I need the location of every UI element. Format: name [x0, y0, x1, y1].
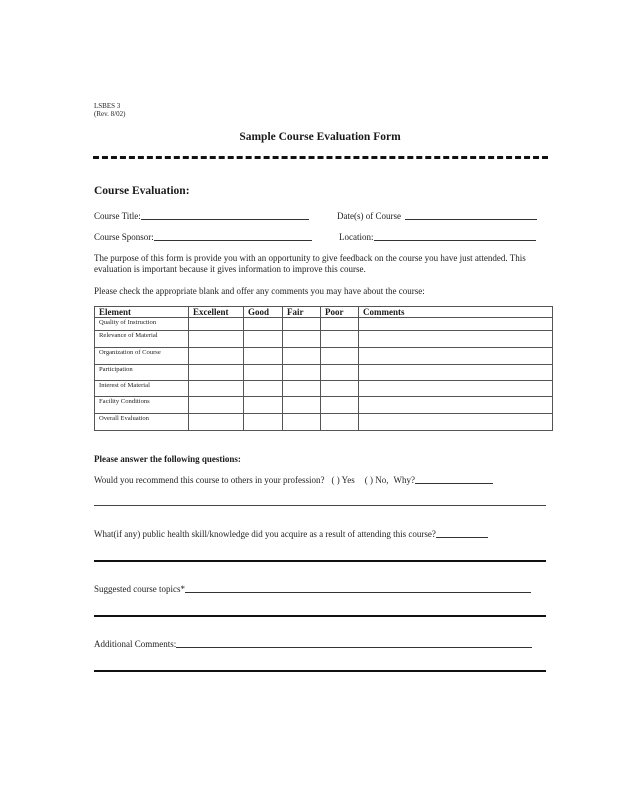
- element-label: Organization of Course: [95, 348, 189, 365]
- header-excellent: Excellent: [189, 307, 244, 318]
- table-row: [95, 414, 553, 431]
- dates-field[interactable]: [405, 219, 537, 220]
- element-label: Overall Evaluation: [95, 414, 189, 431]
- header-element: Element: [95, 307, 189, 318]
- question-additional-comments: [94, 639, 532, 650]
- table-row: [95, 348, 553, 365]
- comments-cell[interactable]: [359, 365, 553, 381]
- answer-line-recommend[interactable]: [94, 505, 546, 506]
- good-cell[interactable]: [244, 365, 283, 381]
- dates-row: [337, 211, 537, 222]
- comments-cell[interactable]: [359, 331, 553, 348]
- header-good: Good: [244, 307, 283, 318]
- section-heading-course-evaluation: Course Evaluation:: [94, 185, 190, 197]
- excellent-cell[interactable]: [189, 331, 244, 348]
- table-row: [95, 331, 553, 348]
- poor-cell[interactable]: [321, 397, 359, 414]
- comments-cell[interactable]: [359, 381, 553, 397]
- course-title-label: Course Title:: [94, 211, 141, 221]
- excellent-cell[interactable]: [189, 397, 244, 414]
- course-sponsor-label: Course Sponsor:: [94, 232, 154, 242]
- good-cell[interactable]: [244, 331, 283, 348]
- good-cell[interactable]: [244, 397, 283, 414]
- location-field[interactable]: [374, 240, 536, 241]
- element-label: Interest of Material: [95, 381, 189, 397]
- location-label: Location:: [339, 232, 374, 242]
- dates-label: Date(s) of Course: [337, 211, 401, 221]
- answer-line-suggested-topics[interactable]: [94, 615, 546, 617]
- header-comments: Comments: [359, 307, 553, 318]
- table-row: [95, 397, 553, 414]
- additional-comments-field[interactable]: [176, 647, 532, 648]
- excellent-cell[interactable]: [189, 348, 244, 365]
- fair-cell[interactable]: [283, 414, 321, 431]
- fair-cell[interactable]: [283, 365, 321, 381]
- excellent-cell[interactable]: [189, 318, 244, 331]
- answer-line-skill-knowledge[interactable]: [94, 560, 546, 562]
- form-code: LSBES 3: [94, 102, 121, 110]
- course-title-field[interactable]: [141, 219, 309, 220]
- fair-cell[interactable]: [283, 348, 321, 365]
- recommend-no-option[interactable]: ( ) No,: [364, 475, 389, 485]
- fair-cell[interactable]: [283, 381, 321, 397]
- table-row: [95, 381, 553, 397]
- poor-cell[interactable]: [321, 365, 359, 381]
- comments-cell[interactable]: [359, 397, 553, 414]
- element-label: Quality of Instruction: [95, 318, 189, 331]
- comments-cell[interactable]: [359, 318, 553, 331]
- poor-cell[interactable]: [321, 348, 359, 365]
- fair-cell[interactable]: [283, 331, 321, 348]
- table-row: [95, 318, 553, 331]
- questions-heading: Please answer the following questions:: [94, 454, 241, 464]
- question-suggested-topics-text: Suggested course topics*: [94, 584, 185, 594]
- course-title-row: [94, 211, 309, 222]
- suggested-topics-field[interactable]: [185, 592, 531, 593]
- good-cell[interactable]: [244, 348, 283, 365]
- question-recommend-text: Would you recommend this course to others in your profession?: [94, 475, 325, 485]
- comments-cell[interactable]: [359, 414, 553, 431]
- header-poor: Poor: [321, 307, 359, 318]
- why-field[interactable]: [415, 483, 493, 484]
- course-sponsor-row: [94, 232, 312, 243]
- element-label: Facility Conditions: [95, 397, 189, 414]
- dashed-divider: [93, 156, 548, 159]
- instruction-paragraph: Please check the appropriate blank and offer any comments you may have about the course:: [94, 286, 425, 296]
- comments-cell[interactable]: [359, 348, 553, 365]
- good-cell[interactable]: [244, 414, 283, 431]
- revision-date: (Rev. 8/02): [94, 110, 126, 118]
- good-cell[interactable]: [244, 381, 283, 397]
- why-label: Why?: [393, 475, 415, 485]
- purpose-paragraph: The purpose of this form is provide you with an opportunity to give feedback on the course you have just attended. This evaluation is important because it gives information to improve this course.: [94, 253, 526, 274]
- question-suggested-topics: [94, 584, 531, 595]
- page-title: Sample Course Evaluation Form: [239, 131, 401, 143]
- table-header-row: [95, 307, 553, 318]
- table-row: [95, 365, 553, 381]
- poor-cell[interactable]: [321, 381, 359, 397]
- element-label: Relevance of Material: [95, 331, 189, 348]
- poor-cell[interactable]: [321, 414, 359, 431]
- course-sponsor-field[interactable]: [154, 240, 312, 241]
- question-recommend: [94, 475, 493, 486]
- poor-cell[interactable]: [321, 318, 359, 331]
- header-fair: Fair: [283, 307, 321, 318]
- poor-cell[interactable]: [321, 331, 359, 348]
- fair-cell[interactable]: [283, 318, 321, 331]
- excellent-cell[interactable]: [189, 414, 244, 431]
- good-cell[interactable]: [244, 318, 283, 331]
- recommend-yes-option[interactable]: ( ) Yes: [331, 475, 355, 485]
- fair-cell[interactable]: [283, 397, 321, 414]
- rating-table: [94, 306, 553, 431]
- excellent-cell[interactable]: [189, 365, 244, 381]
- excellent-cell[interactable]: [189, 381, 244, 397]
- question-skill-knowledge-text: What(if any) public health skill/knowledge did you acquire as a result of attending this course?: [94, 529, 436, 539]
- question-additional-comments-text: Additional Comments:: [94, 639, 177, 649]
- skill-knowledge-field[interactable]: [436, 537, 488, 538]
- element-label: Participation: [95, 365, 189, 381]
- question-skill-knowledge: [94, 529, 488, 540]
- location-row: [339, 232, 536, 243]
- answer-line-additional-comments[interactable]: [94, 670, 546, 672]
